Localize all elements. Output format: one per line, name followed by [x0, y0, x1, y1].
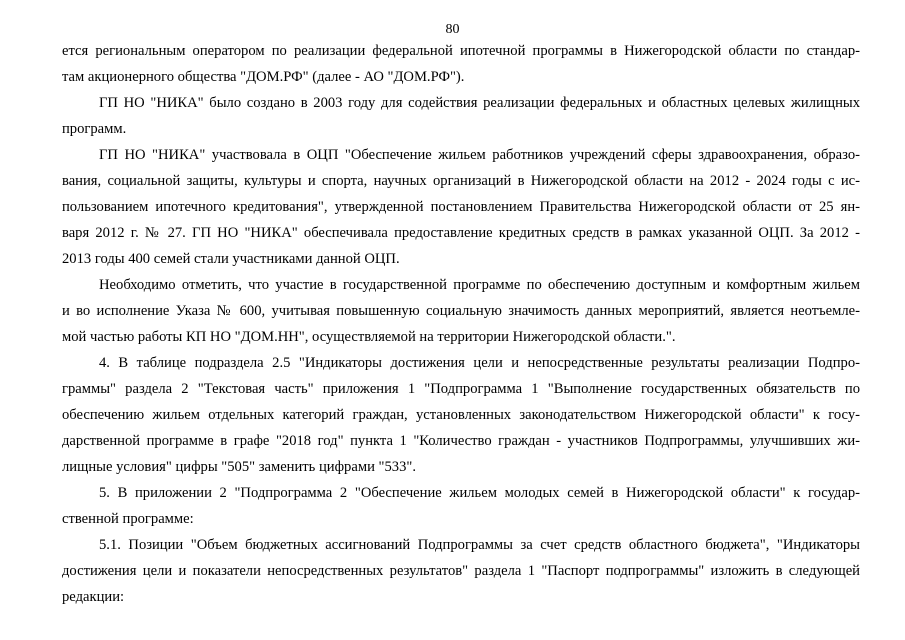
- text-line: мой частью работы КП НО "ДОМ.НН", осуществляемой на территории Нижегородской области.".: [62, 329, 676, 345]
- text-line: варя 2012 г. № 27. ГП НО "НИКА" обеспечивала предоставление кредитных средств в рамках указанной ОЦП. За 2012 -: [62, 225, 860, 241]
- text-line: ГП НО "НИКА" было создано в 2003 году для содействия реализации федеральных и областных целевых жилищных: [99, 95, 860, 111]
- text-line: ется региональным оператором по реализации федеральной ипотечной программы в Нижегородской области по стандар-: [62, 43, 860, 59]
- page-number: 80: [445, 22, 460, 37]
- paragraph: [62, 532, 860, 610]
- paragraph: [62, 38, 860, 90]
- text-line: и во исполнение Указа № 600, учитывая повышенную социальную значимость данных мероприятий, является неотъемле-: [62, 303, 860, 319]
- paragraph: [62, 90, 860, 142]
- paragraph: [62, 350, 860, 480]
- text-line: редакции:: [62, 589, 125, 605]
- text-line: вания, социальной защиты, культуры и спорта, научных организаций в Нижегородской области на 2012 - 2024 годы с ис-: [62, 173, 860, 189]
- text-line: 5. В приложении 2 "Подпрограмма 2 "Обеспечение жильем молодых семей в Нижегородской области" к государ-: [99, 485, 860, 501]
- text-line: 5.1. Позиции "Объем бюджетных ассигнований Подпрограммы за счет средств областного бюджета", "Индикаторы: [99, 537, 860, 553]
- document-body: [62, 38, 860, 610]
- text-line: достижения цели и показатели непосредственных результатов" раздела 1 "Паспорт подпрограммы" изложить в следующей: [62, 563, 860, 579]
- paragraph: [62, 480, 860, 532]
- text-line: обеспечению жильем отдельных категорий граждан, установленных законодательством Нижегородской области" к госу-: [62, 407, 860, 423]
- text-line: 4. В таблице подраздела 2.5 "Индикаторы достижения цели и непосредственные результаты реализации Подпро-: [99, 355, 860, 371]
- text-line: пользованием ипотечного кредитования", утвержденной постановлением Правительства Нижегородской области от 25 ян-: [62, 199, 860, 215]
- paragraph: [62, 272, 860, 350]
- text-line: программ.: [62, 121, 127, 137]
- paragraph: [62, 142, 860, 272]
- text-line: граммы" раздела 2 "Текстовая часть" приложения 1 "Подпрограмма 1 "Выполнение государственных обязательств по: [62, 381, 860, 397]
- text-line: ственной программе:: [62, 511, 194, 527]
- text-line: там акционерного общества "ДОМ.РФ" (далее - АО "ДОМ.РФ").: [62, 69, 465, 85]
- text-line: Необходимо отметить, что участие в государственной программе по обеспечению доступным и комфортным жильем: [99, 277, 860, 293]
- text-line: ГП НО "НИКА" участвовала в ОЦП "Обеспечение жильем работников учреждений сферы здравоохранения, образо-: [99, 147, 860, 163]
- text-line: лищные условия" цифры "505" заменить цифрами "533".: [62, 459, 416, 475]
- text-line: дарственной программе в графе "2018 год" пункта 1 "Количество граждан - участников Подпрограммы, улучшивших жи-: [62, 433, 860, 449]
- text-line: 2013 годы 400 семей стали участниками данной ОЦП.: [62, 251, 400, 267]
